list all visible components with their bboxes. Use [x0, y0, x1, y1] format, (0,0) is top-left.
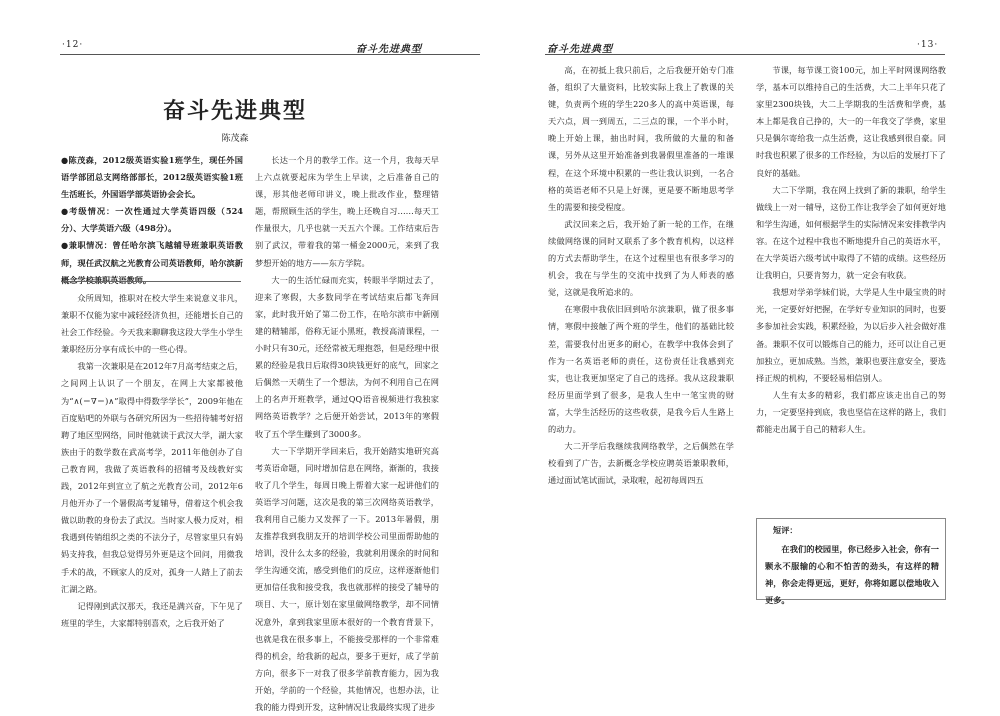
left-running-head: 奋斗先进典型 [356, 44, 422, 55]
left-header-rule [60, 54, 480, 55]
paragraph: 节课，每节课工资100元，加上平时网课网络教学，基本可以维持自己的生活费，大二上半年只花了家里2300块钱，大二上学期我的生活费和学费，基本上都是我自己挣的，大一的一年我交了学费，家里只是偶尔寄给我一点生活费，这让我感到很自豪。同时我也积累了很多的工作经验，为以后的发展打下了良好的基础。 [756, 65, 946, 178]
left-page-number: ·12· [62, 40, 84, 50]
body-column-1 [61, 290, 243, 635]
review-text: 在我们的校园里，你已经步入社会，你有一颗永不服输的心和不怕苦的劲头，有这样的精神，你会走得更远，更好，你将如愿以偿地收入更多。 [765, 544, 939, 606]
review-box [756, 518, 946, 606]
article-title: 奋斗先进典型 [162, 98, 307, 124]
paragraph: 记得刚到武汉那天，我还是满兴奋，下午见了班里的学生，大家都特别喜欢，之后我开始了 [61, 600, 243, 628]
right-page-number: ·13· [917, 40, 939, 50]
author-bio [61, 152, 243, 289]
bio-divider [61, 281, 241, 282]
right-header-rule [545, 54, 945, 55]
bio-exams: ●考级情况：一次性通过大学英语四级（524分）、大学英语六级（498分）。 [61, 206, 243, 234]
bio-intro: ●陈茂森，2012级英语实验1班学生，现任外国语学部团总支网络部部长，2012级英语实验1班生活班长，外国语学部英语协会会长。 [61, 155, 243, 200]
paragraph: 我第一次兼职是在2012年7月高考结束之后，之间网上认识了一个朋友，在网上大家都被他为“∧(＝∇＝)∧”取得中得数学学长”，2009年他在百度贴吧的外联与各研究所因为一些招待辅考好招聘了地区型网络，同时他就读于武汉大学，湖大家族由于的数学数在武高考学，2011年他创办了自己教育网，我做了英语教科的招辅考及线教好实践，2012年到宣立了航之光教育公司，2012年6月他开办了一个暑假高考复辅导，借着这个机会我做以助教的身份去了武汉。当时家人极力反对，相我遇到传销组织之类的不法分子，尽管家里只有妈妈支持我，但我总觉得另外更是这个回问，用微我手术的战，不顾家人的反对，孤身一人踏上了前去汇湖之路。 [61, 361, 243, 594]
paragraph: 人生有太多的精彩，我们都应该走出自己的努力，一定要坚持到底，我也坚信在这样的路上，我们都能走出属于自己的精彩人生。 [756, 389, 946, 434]
paragraph: 在寒假中我依旧回到哈尔滨兼职，做了很多事情，寒假中接触了两个班的学生，他们的基础比较差，需要我付出更多的耐心，在教学中我体会到了作为一名英语老师的责任，这份责任让我感到充实，也让我更加坚定了自己的选择。我从这段兼职经历里面学到了很多，是我人生中一笔宝贵的财富，大学生活经历的这些收获，是我今后人生路上的动力。 [548, 304, 734, 434]
paragraph: 长达一个月的教学工作。这一个月，我每天早上六点就要起床为学生上早读，之后准备自己的课，形其他老师印讲义，晚上批改作业，整理错题，帮照顾生活的学生，晚上还晚自习……每天工作量很大，几乎也就一天五六个课。工作结束后告别了武汉，带着我的第一桶金2000元，来到了我梦想开始的地方——东方学院。 [255, 155, 439, 268]
review-label: 短评： [773, 525, 798, 535]
body-column-2 [255, 152, 439, 712]
paragraph: 大一下学期开学回来后，我开始踏实地研究高考英语命题，同时增加信息在网络，渐渐的，我接收了几个学生，每周日晚上帮着大家一起讲他们的英语学习问题，这次是我的第三次网络英语教学，我利用自己能力又发挥了一下。2013年暑假，朋友推荐我到我朋友开的培训学校公司里面帮助他的培训，没什么太多的经验，我就利用课余的时间和学生沟通交流，感受到他们的反应，这样逐渐他们更加信任我和接受我，我也就那样的接受了辅导的项目、大一，原计划在家里做网络教学，却不同情况意外，拿到我家里原本很好的一个教育背景下，也就是我在很多事上，不能接受那样的一个非常难得的机会，给我新的起点，要多于更好，成了学前方向，很多下一对我了很多学前教育能力，因为我开始，学前的一个经验，其他情况，也想办法，让我的能力得到开发，这种情况让我最终实现了进步 [255, 445, 439, 712]
body-column-3 [548, 62, 734, 582]
paragraph: 大一的生活忙碌而充实，转眼半学期过去了，迎来了寒假，大多数同学在考试结束后都飞奔回家，此时我开始了第二份工作，在哈尔滨市中新刚建的精辅部，俗称无证小黑班，教授高清课程，一小时只有30元，还经常被无理抱怨，但是经理中很累的经验是我日后取得30块钱更好的底气，回家之后偶然一天萌生了一个想法，为何不利用自己在网上的名声开班教学，通过QQ语音视频进行我独家网络英语教学？之后便开始尝试，2013年的寒假收了五个学生赚到了3000多。 [255, 274, 439, 439]
paragraph: 武汉回来之后，我开始了新一轮的工作，在继续做网络课的同时又联系了多个教育机构，以这样的方式去帮助学生，在这个过程里也有很多学习的机会，我在与学生的交流中找到了为人师表的感觉，这就是我所追求的。 [548, 218, 734, 298]
article-author: 陈茂森 [221, 134, 249, 144]
right-running-head: 奋斗先进典型 [547, 44, 613, 55]
bio-jobs: ●兼职情况：曾任哈尔滨飞越辅导班兼职英语教师，现任武汉航之光教育公司英语教师，哈尔滨新概念学校兼职英语教师。 [61, 240, 243, 285]
paragraph: 我想对学弟学妹们说，大学是人生中最宝贵的时光，一定要好好把握，在学好专业知识的同时，也要多参加社会实践，积累经验，为以后步入社会做好准备。兼职不仅可以锻炼自己的能力，还可以让自己更加独立，更加成熟。当然，兼职也要注意安全，要选择正规的机构，不要轻易相信别人。 [756, 287, 946, 383]
paragraph: 大二下学期，我在网上找到了新的兼职，给学生做线上一对一辅导，这份工作让我学会了如何更好地和学生沟通，如何根据学生的实际情况来安排教学内容。在这个过程中我也不断地提升自己的英语水平，在大学英语六级考试中取得了不错的成绩。这些经历让我明白，只要肯努力，就一定会有收获。 [756, 184, 946, 281]
body-column-4 [756, 62, 946, 507]
paragraph: 高，在初抵上我只前后，之后我便开始专门准备，组织了大量资料，比较实际上我上了教课的关键，负责两个班的学生220多人的高中英语课，每天六点，周一到周五，二三点的课，一个半小时，晚上开始上课，抽出时间，我所做的大量的和备课，另外从这里开始准备到我暑假里准备的一堆课程，在这个环境中积累的一些让我认识到，一名合格的英语老师不只是上好课，更是要不断地思考学生的需要和接受程度。 [548, 65, 734, 212]
paragraph: 众所周知，推职对在校大学生来说意义非凡，兼职不仅能为家中减轻经济负担，还能增长自己的社会工作经验。今天我来聊聊我这段大学生小学生兼职经历分享有成长中的一些心得。 [61, 293, 243, 355]
paragraph: 大二开学后我继续我网络教学，之后偶然在学校看到了广告，去新概念学校应聘英语兼职教师，通过面试笔试面试，录取啦，起初每周四五 [548, 441, 734, 486]
left-page [0, 0, 500, 712]
